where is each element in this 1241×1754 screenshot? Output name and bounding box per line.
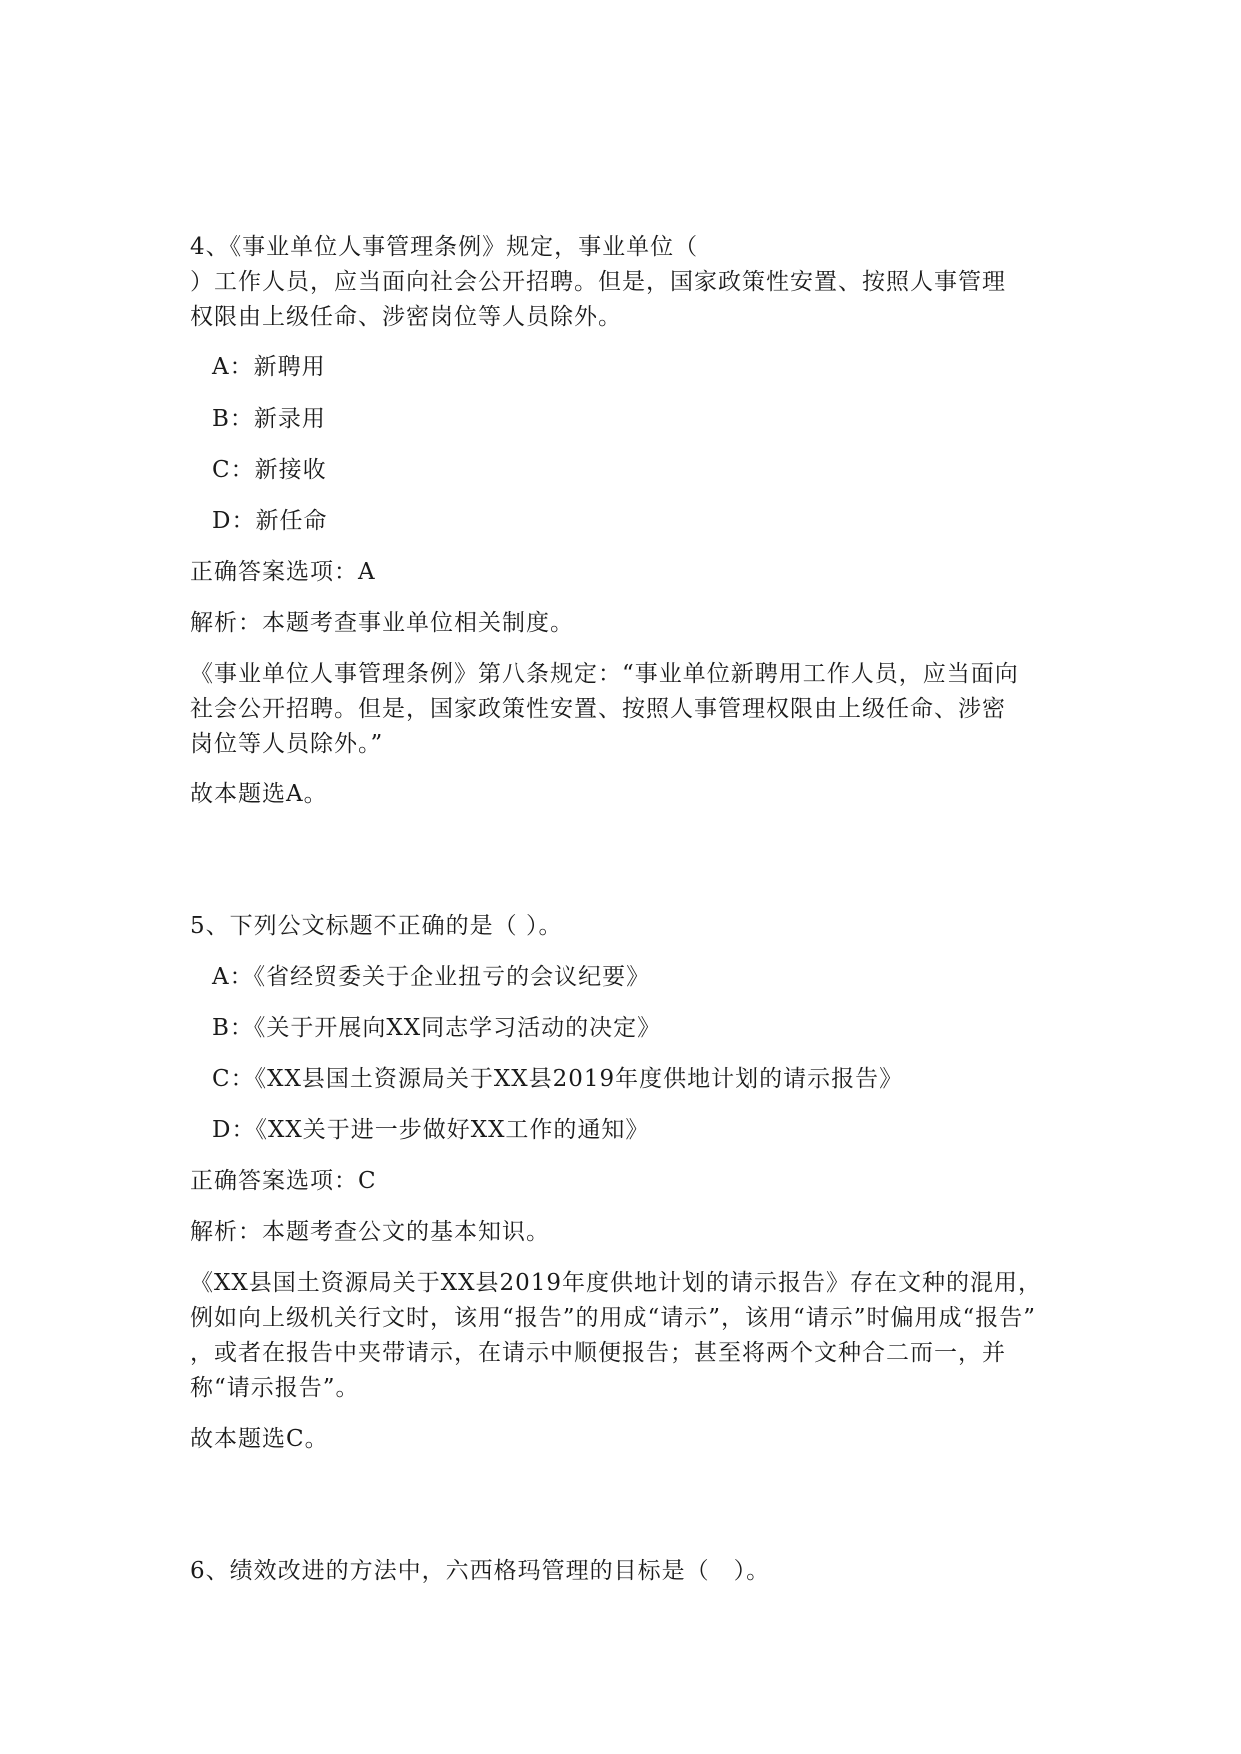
analysis: 解析：本题考查公文的基本知识。: [190, 1219, 550, 1245]
correct-answer: 正确答案选项：A: [190, 559, 376, 585]
explanation-line: 岗位等人员除外。”: [190, 731, 384, 757]
option-d: D：《XX关于进一步做好XX工作的通知》: [212, 1117, 650, 1143]
explanation-line: 《事业单位人事管理条例》第八条规定：“事业单位新聘用工作人员，应当面向: [190, 661, 1019, 687]
explanation-line: 例如向上级机关行文时，该用“报告”的用成“请示”，该用“请示”时偏用成“报告”: [190, 1305, 1037, 1331]
conclusion: 故本题选A。: [190, 781, 328, 807]
option-b: B：《关于开展向XX同志学习活动的决定》: [212, 1015, 662, 1041]
explanation-line: 《XX县国土资源局关于XX县2019年度供地计划的请示报告》存在文种的混用，: [190, 1270, 1043, 1296]
question-stem-line: ）工作人员，应当面向社会公开招聘。但是，国家政策性安置、按照人事管理: [190, 269, 1006, 295]
correct-answer: 正确答案选项：C: [190, 1168, 377, 1194]
explanation-line: 称“请示报告”。: [190, 1375, 360, 1401]
question-stem-line: 权限由上级任命、涉密岗位等人员除外。: [190, 304, 622, 330]
option-c: C：新接收: [212, 457, 327, 483]
explanation-line: 社会公开招聘。但是，国家政策性安置、按照人事管理权限由上级任命、涉密: [190, 696, 1006, 722]
option-b: B：新录用: [212, 406, 326, 432]
question-stem-line: 5、下列公文标题不正确的是（ ）。: [190, 913, 563, 939]
conclusion: 故本题选C。: [190, 1426, 329, 1452]
explanation-line: ，或者在报告中夹带请示，在请示中顺便报告；甚至将两个文种合二而一，并: [190, 1340, 1006, 1366]
analysis: 解析：本题考查事业单位相关制度。: [190, 610, 574, 636]
option-a: A：新聘用: [212, 354, 326, 380]
option-c: C：《XX县国土资源局关于XX县2019年度供地计划的请示报告》: [212, 1066, 904, 1092]
question-stem-line: 4、《事业单位人事管理条例》规定，事业单位（: [190, 234, 699, 260]
question-stem-line: 6、绩效改进的方法中，六西格玛管理的目标是（ ）。: [190, 1558, 771, 1584]
option-a: A：《省经贸委关于企业扭亏的会议纪要》: [212, 964, 651, 990]
option-d: D：新任命: [212, 508, 328, 534]
